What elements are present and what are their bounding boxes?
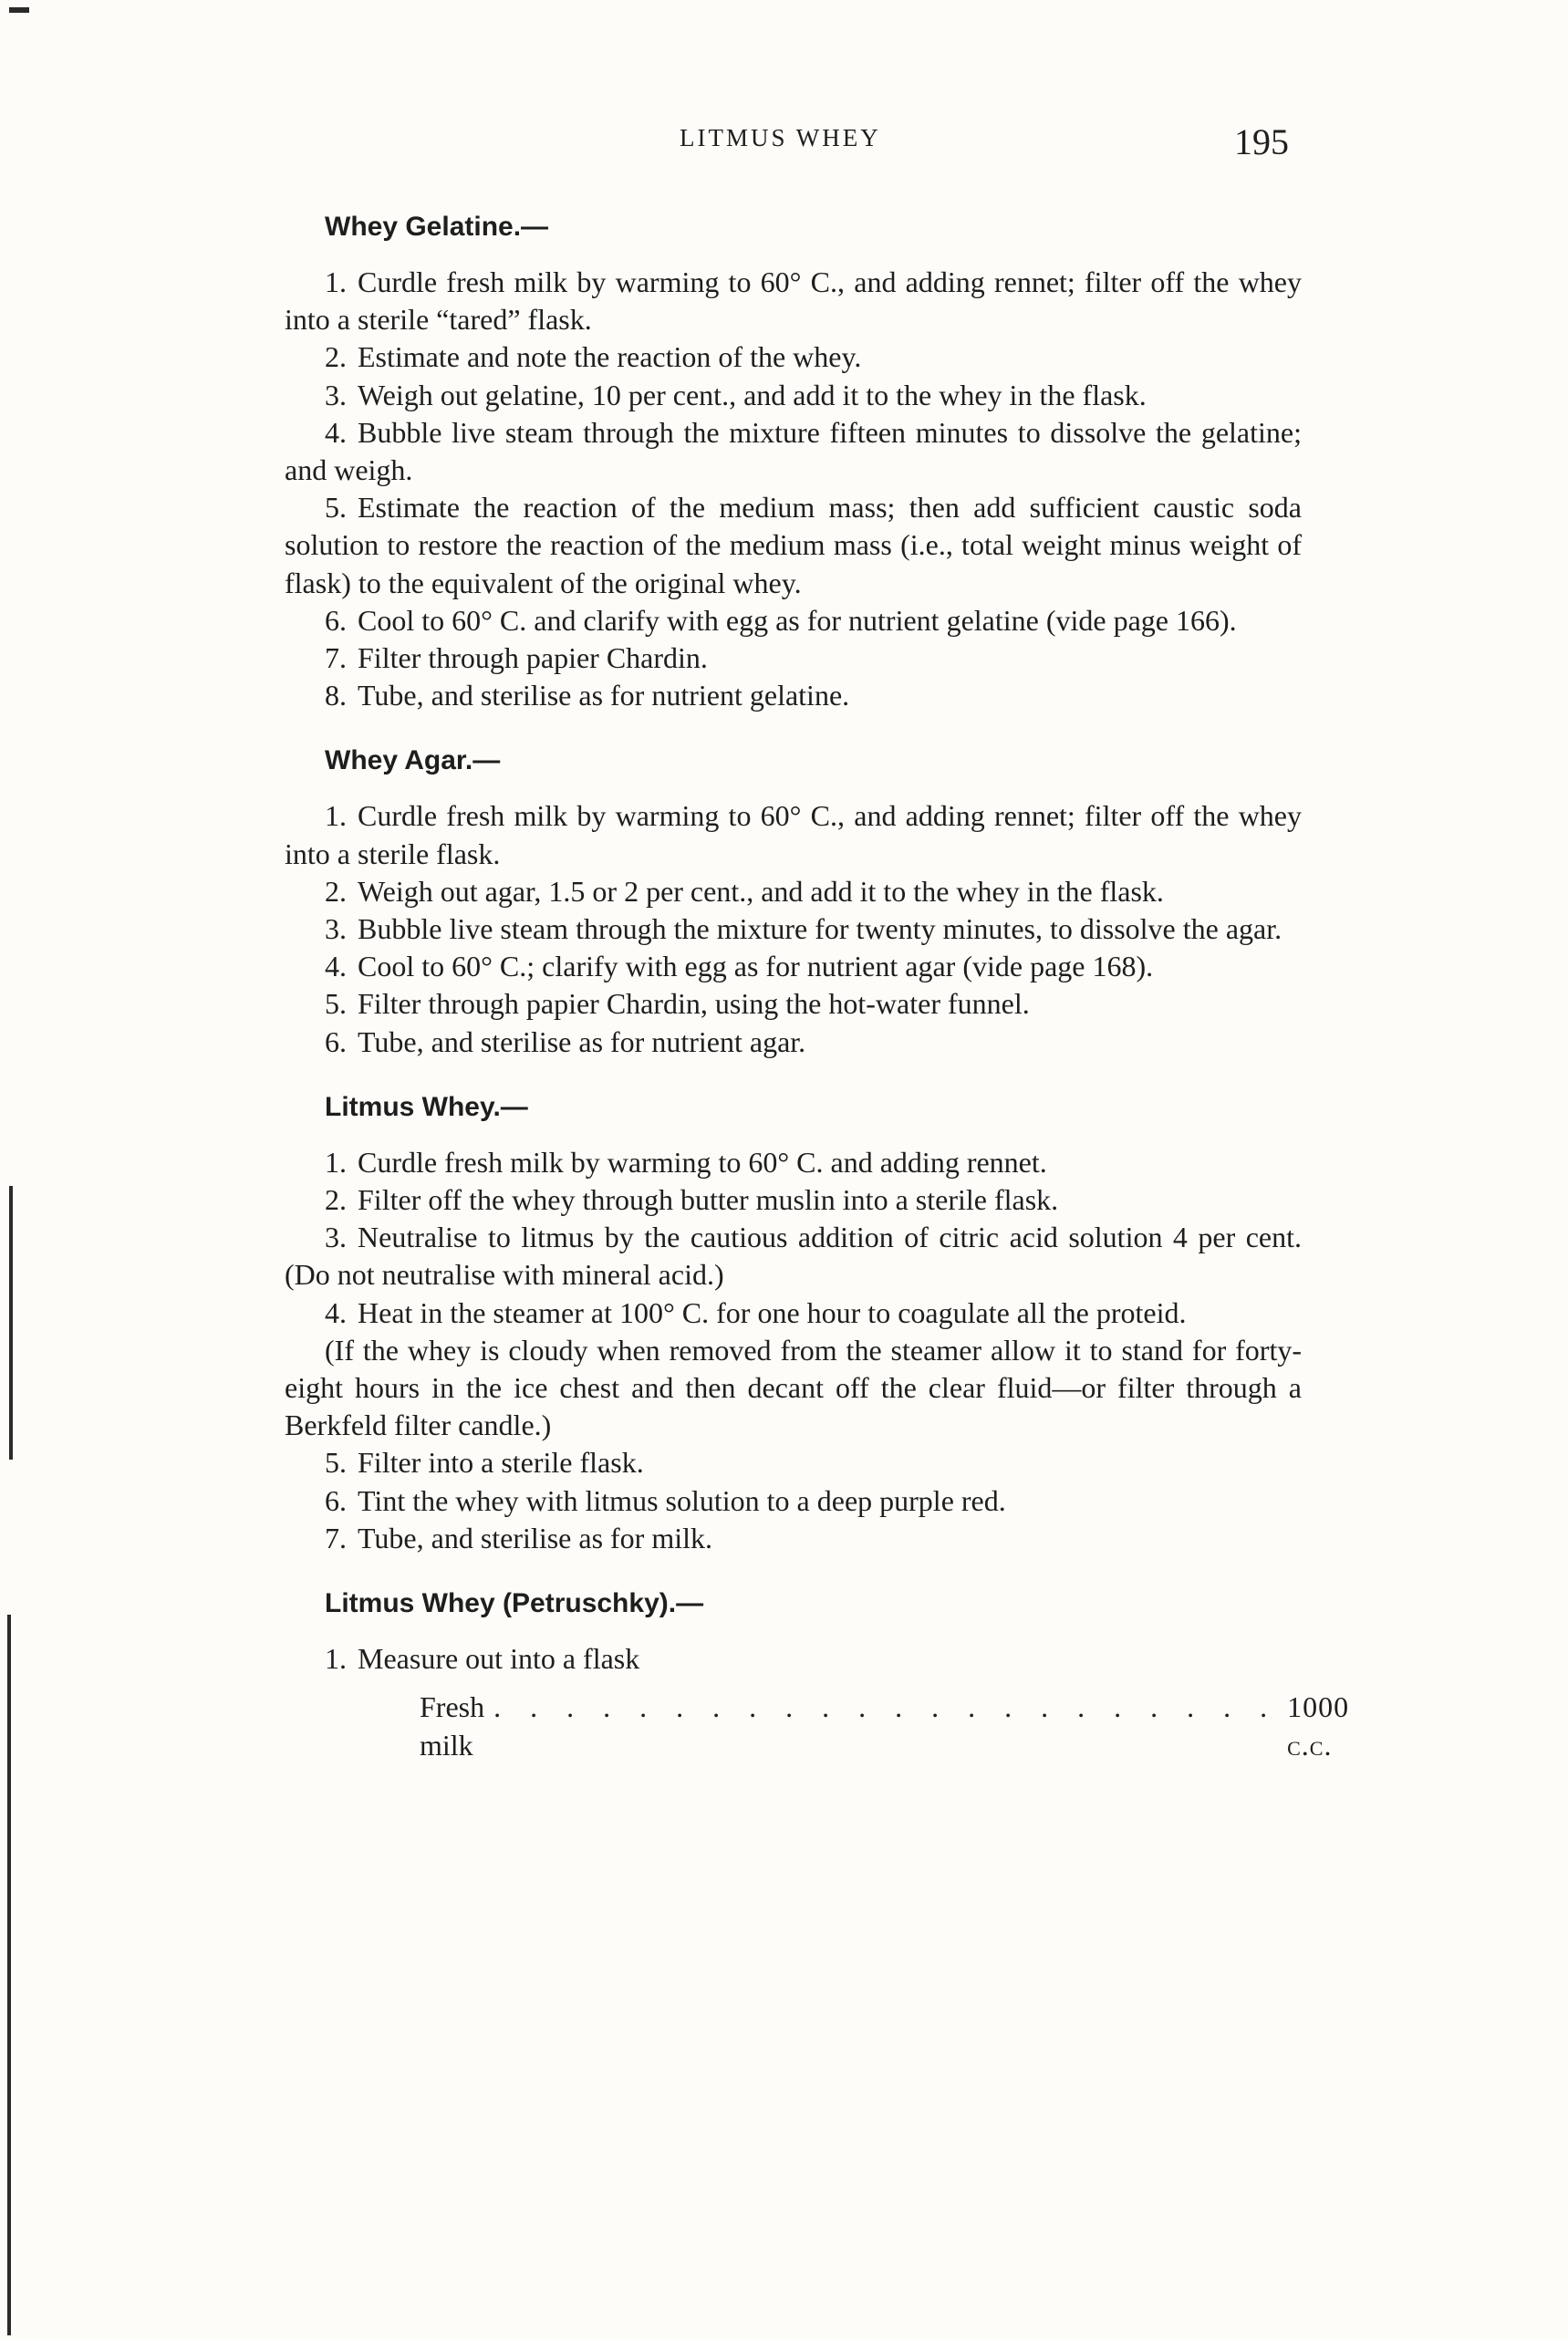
section-heading: Whey Agar.—	[325, 745, 501, 776]
scan-edge-mark	[9, 7, 29, 13]
list-item: 4. Bubble live steam through the mixture fifteen minutes to dissolve the gelatine; and weigh.	[285, 415, 1302, 487]
ingredient-name: Fresh milk	[420, 1690, 485, 1762]
ingredient-quantity: 1000 c.c.	[1287, 1690, 1350, 1762]
list-item: 2. Filter off the whey through butter muslin into a sterile flask.	[325, 1183, 1059, 1217]
list-item: 4. Cool to 60° C.; clarify with egg as for nutrient agar (vide page 168).	[325, 950, 1154, 983]
list-item: 3. Neutralise to litmus by the cautious addition of citric acid solution 4 per cent. (Do not neutralise with mineral acid.)	[285, 1221, 1302, 1292]
list-item: 1. Curdle fresh milk by warming to 60° C., and adding rennet; filter off the whey into a sterile “tared” flask.	[285, 265, 1302, 337]
list-item: 5. Estimate the reaction of the medium mass; then add sufficient caustic soda solution to restore the reaction of the medium mass (i.e., total weight minus weight of flask) to the equivalent of the original whey.	[285, 491, 1302, 599]
list-item: 1. Measure out into a flask	[325, 1642, 640, 1676]
section-whey-agar	[285, 742, 1302, 1060]
list-item: 2. Weigh out agar, 1.5 or 2 per cent., and add it to the whey in the flask.	[325, 874, 1164, 908]
section-heading: Litmus Whey.—	[325, 1091, 528, 1122]
list-item: 5. Filter into a sterile flask.	[325, 1446, 644, 1480]
list-item: 6. Cool to 60° C. and clarify with egg as for nutrient gelatine (vide page 166).	[325, 603, 1237, 637]
list-item: 4. Heat in the steamer at 100° C. for one hour to coagulate all the proteid.	[325, 1295, 1187, 1329]
scan-edge-mark	[7, 1615, 11, 2335]
list-item: 1. Curdle fresh milk by warming to 60° C., and adding rennet; filter off the whey into a sterile flask.	[285, 799, 1302, 870]
list-item: 5. Filter through papier Chardin, using the hot-water funnel.	[325, 987, 1030, 1021]
note-paragraph: (If the whey is cloudy when removed from the steamer allow it to stand for forty-eight hours in the ice chest and then decant off the clear fluid—or filter through a Berkfeld filter candle.)	[285, 1333, 1302, 1442]
list-item: 1. Curdle fresh milk by warming to 60° C. and adding rennet.	[325, 1145, 1047, 1179]
section-heading: Whey Gelatine.—	[325, 212, 549, 242]
list-item: 7. Tube, and sterilise as for milk.	[325, 1521, 712, 1554]
section-whey-gelatine	[285, 208, 1302, 714]
section-litmus-whey-petruschky	[285, 1585, 1350, 1764]
running-head: LITMUS WHEY	[680, 124, 881, 151]
scan-edge-mark	[9, 1186, 13, 1460]
section-litmus-whey	[285, 1088, 1302, 1557]
list-item: 6. Tube, and sterilise as for nutrient agar.	[325, 1024, 806, 1058]
list-item: 3. Bubble live steam through the mixture for twenty minutes, to dissolve the agar.	[325, 912, 1282, 946]
list-item: 2. Estimate and note the reaction of the whey.	[325, 340, 862, 374]
page-number: 195	[1234, 121, 1289, 162]
page-body	[285, 208, 1350, 1792]
list-item: 3. Weigh out gelatine, 10 per cent., and add it to the whey in the flask.	[325, 378, 1147, 411]
list-item: 7. Filter through papier Chardin.	[325, 641, 708, 675]
list-item: 8. Tube, and sterilise as for nutrient gelatine.	[325, 679, 850, 712]
section-heading: Litmus Whey (Petruschky).—	[325, 1588, 704, 1619]
ingredient-line	[420, 1689, 1350, 1763]
list-item: 6. Tint the whey with litmus solution to a deep purple red.	[325, 1483, 1006, 1517]
dot-leader: . . . . . . . . . . . . . . . . . . . . . .	[493, 1690, 1279, 1724]
